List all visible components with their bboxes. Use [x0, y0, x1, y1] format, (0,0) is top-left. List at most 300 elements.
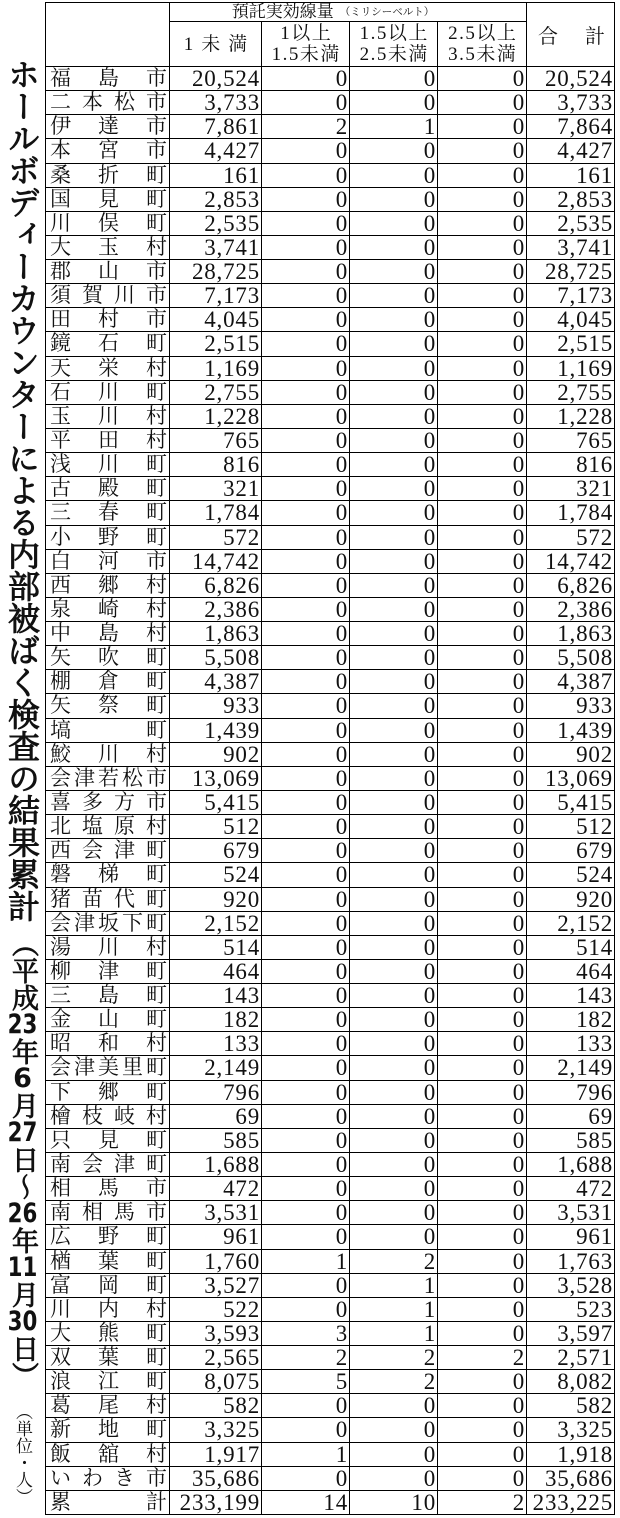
dose-1-to-1-5-cell: 0	[262, 912, 350, 936]
dose-under-1-cell: 522	[170, 1298, 262, 1322]
municipality-name: 棚倉町	[46, 670, 170, 694]
row-total-cell: 2,386	[527, 598, 615, 622]
dose-under-1-cell: 20,524	[170, 67, 262, 91]
dose-2-5-to-3-5-cell: 0	[438, 767, 527, 791]
dose-1-5-to-2-5-cell: 0	[350, 381, 438, 405]
row-total-cell: 572	[527, 526, 615, 550]
dose-under-1-cell: 765	[170, 429, 262, 453]
municipality-name: 泉崎村	[46, 598, 170, 622]
dose-1-to-1-5-cell: 0	[262, 719, 350, 743]
dose-under-1-cell: 3,325	[170, 1418, 262, 1442]
municipality-name: 須賀川市	[46, 284, 170, 308]
dose-under-1-cell: 933	[170, 694, 262, 718]
dose-1-to-1-5-cell: 0	[262, 1467, 350, 1491]
dose-under-1-cell: 679	[170, 839, 262, 863]
row-total-cell: 524	[527, 863, 615, 887]
municipality-name: 会津美里町	[46, 1056, 170, 1080]
municipality-name: 累計	[46, 1491, 170, 1515]
dose-2-5-to-3-5-cell: 0	[438, 694, 527, 718]
total-header	[527, 3, 615, 67]
dose-2-5-to-3-5-cell: 0	[438, 188, 527, 212]
row-total-cell: 961	[527, 1225, 615, 1249]
row-total-cell: 585	[527, 1129, 615, 1153]
row-total-cell: 143	[527, 984, 615, 1008]
dose-under-1-cell: 143	[170, 984, 262, 1008]
municipality-name: 小野町	[46, 526, 170, 550]
period-number: 11	[7, 1254, 38, 1281]
dose-1-to-1-5-cell: 0	[262, 164, 350, 188]
row-total-cell: 3,531	[527, 1201, 615, 1225]
dose-under-1-cell: 572	[170, 526, 262, 550]
dose-1-to-1-5-cell: 0	[262, 1081, 350, 1105]
dose-1-5-to-2-5-cell: 0	[350, 236, 438, 260]
municipality-name: 南会津町	[46, 1153, 170, 1177]
dose-1-to-1-5-cell: 0	[262, 453, 350, 477]
dose-2-5-to-3-5-cell: 0	[438, 477, 527, 501]
dose-under-1-cell: 3,593	[170, 1322, 262, 1346]
municipality-name: 双葉町	[46, 1346, 170, 1370]
row-total-cell: 765	[527, 429, 615, 453]
municipality-name: 田村市	[46, 308, 170, 332]
dose-1-5-to-2-5-header	[350, 22, 438, 67]
municipality-name: 檜枝岐村	[46, 1105, 170, 1129]
municipality-name: 只見町	[46, 1129, 170, 1153]
dose-1-to-1-5-cell: 0	[262, 67, 350, 91]
dose-1-5-to-2-5-cell: 0	[350, 574, 438, 598]
dose-2-5-to-3-5-cell: 0	[438, 1153, 527, 1177]
dose-1-5-to-2-5-cell: 0	[350, 912, 438, 936]
dose-2-5-to-3-5-cell: 0	[438, 960, 527, 984]
dose-1-5-to-2-5-cell: 0	[350, 67, 438, 91]
dose-1-to-1-5-cell: 0	[262, 984, 350, 1008]
municipality-name: 大熊町	[46, 1322, 170, 1346]
dose-2-5-to-3-5-cell: 0	[438, 1322, 527, 1346]
header-line: 2.5未満	[359, 44, 429, 65]
row-total-cell: 472	[527, 1177, 615, 1201]
row-total-cell: 582	[527, 1394, 615, 1418]
dose-under-1-cell: 816	[170, 453, 262, 477]
dose-2-5-to-3-5-cell: 0	[438, 429, 527, 453]
dose-under-1-cell: 514	[170, 936, 262, 960]
dose-1-5-to-2-5-cell: 0	[350, 694, 438, 718]
dose-under-1-cell: 585	[170, 1129, 262, 1153]
period-number: 26	[7, 1200, 38, 1227]
dose-under-1-cell: 1,228	[170, 405, 262, 429]
dose-2-5-to-3-5-cell: 0	[438, 1418, 527, 1442]
dose-2-5-to-3-5-cell: 0	[438, 526, 527, 550]
dose-1-5-to-2-5-cell: 0	[350, 1418, 438, 1442]
municipality-name: 浪江町	[46, 1370, 170, 1394]
dose-1-to-1-5-cell: 0	[262, 1418, 350, 1442]
dose-under-1-cell: 464	[170, 960, 262, 984]
municipality-name: 葛尾村	[46, 1394, 170, 1418]
dose-1-to-1-5-cell: 5	[262, 1370, 350, 1394]
row-total-cell: 2,152	[527, 912, 615, 936]
row-total-cell: 2,535	[527, 212, 615, 236]
dose-1-to-1-5-cell: 0	[262, 1177, 350, 1201]
dose-under-1-cell: 3,733	[170, 91, 262, 115]
dose-1-5-to-2-5-cell: 0	[350, 164, 438, 188]
row-total-cell: 1,228	[527, 405, 615, 429]
municipality-name: 川内村	[46, 1298, 170, 1322]
dose-1-to-1-5-cell: 0	[262, 284, 350, 308]
dose-1-to-1-5-cell: 0	[262, 501, 350, 525]
row-total-cell: 321	[527, 477, 615, 501]
dose-1-5-to-2-5-cell: 2	[350, 1250, 438, 1274]
dose-1-5-to-2-5-cell: 0	[350, 1201, 438, 1225]
municipality-name: 磐梯町	[46, 863, 170, 887]
dose-2-5-to-3-5-cell: 2	[438, 1346, 527, 1370]
dose-2-5-to-3-5-cell: 0	[438, 1081, 527, 1105]
dose-under-1-cell: 2,565	[170, 1346, 262, 1370]
dose-1-to-1-5-cell: 0	[262, 526, 350, 550]
dose-under-1-cell: 2,515	[170, 332, 262, 356]
municipality-name: 柳津町	[46, 960, 170, 984]
row-total-cell: 182	[527, 1008, 615, 1032]
dose-2-5-to-3-5-cell: 0	[438, 550, 527, 574]
dose-1-to-1-5-cell: 0	[262, 622, 350, 646]
dose-under-1-cell: 796	[170, 1081, 262, 1105]
municipality-name: 桑折町	[46, 164, 170, 188]
row-total-cell: 3,741	[527, 236, 615, 260]
row-total-cell: 8,082	[527, 1370, 615, 1394]
dose-1-to-1-5-cell: 0	[262, 91, 350, 115]
dose-1-to-1-5-cell: 0	[262, 1032, 350, 1056]
dose-1-to-1-5-cell: 0	[262, 888, 350, 912]
dose-label: 預託実効線量	[231, 3, 334, 22]
municipality-name: 猪苗代町	[46, 888, 170, 912]
row-total-cell: 2,515	[527, 332, 615, 356]
row-total-cell: 933	[527, 694, 615, 718]
total-header-label: 合計	[538, 24, 605, 48]
dose-under-1-cell: 1,784	[170, 501, 262, 525]
dose-under-1-cell: 1,917	[170, 1443, 262, 1467]
municipality-name: 本宮市	[46, 139, 170, 163]
municipality-name: 金山町	[46, 1008, 170, 1032]
dose-under-1-cell: 35,686	[170, 1467, 262, 1491]
dose-2-5-to-3-5-cell: 0	[438, 646, 527, 670]
dose-1-to-1-5-cell: 0	[262, 670, 350, 694]
dose-under-1-cell: 3,527	[170, 1274, 262, 1298]
dose-2-5-to-3-5-cell: 0	[438, 115, 527, 139]
municipality-name: 玉川村	[46, 405, 170, 429]
dose-2-5-to-3-5-cell: 0	[438, 1225, 527, 1249]
dose-2-5-to-3-5-cell: 0	[438, 1250, 527, 1274]
dose-2-5-to-3-5-cell: 0	[438, 67, 527, 91]
dose-2-5-to-3-5-cell: 0	[438, 332, 527, 356]
dose-under-1-cell: 161	[170, 164, 262, 188]
row-total-cell: 512	[527, 815, 615, 839]
row-total-cell: 464	[527, 960, 615, 984]
dose-2-5-to-3-5-cell: 0	[438, 1298, 527, 1322]
dose-2-5-to-3-5-cell: 0	[438, 1129, 527, 1153]
dose-1-5-to-2-5-cell: 0	[350, 984, 438, 1008]
period-number: 27	[7, 1119, 38, 1146]
dose-2-5-to-3-5-cell: 0	[438, 815, 527, 839]
municipality-name: 下郷町	[46, 1081, 170, 1105]
dose-1-5-to-2-5-cell: 0	[350, 863, 438, 887]
row-total-cell: 679	[527, 839, 615, 863]
dose-1-to-1-5-cell: 0	[262, 405, 350, 429]
dose-1-5-to-2-5-cell: 0	[350, 1177, 438, 1201]
row-total-cell: 161	[527, 164, 615, 188]
row-total-cell: 3,733	[527, 91, 615, 115]
dose-1-to-1-5-cell: 0	[262, 1225, 350, 1249]
dose-1-to-1-5-cell: 0	[262, 1105, 350, 1129]
row-total-cell: 3,325	[527, 1418, 615, 1442]
header-line: 2.5以上	[448, 23, 518, 44]
dose-1-5-to-2-5-cell: 0	[350, 888, 438, 912]
dose-group-header	[170, 3, 527, 22]
dose-1-5-to-2-5-cell: 0	[350, 622, 438, 646]
dose-under-1-cell: 1,439	[170, 719, 262, 743]
row-total-cell: 7,173	[527, 284, 615, 308]
dose-1-5-to-2-5-cell: 0	[350, 550, 438, 574]
dose-1-5-to-2-5-cell: 0	[350, 1129, 438, 1153]
dose-2-5-to-3-5-cell: 0	[438, 501, 527, 525]
dose-under-1-cell: 4,427	[170, 139, 262, 163]
dose-under-1-cell: 2,152	[170, 912, 262, 936]
municipality-name: 塙町	[46, 719, 170, 743]
dose-under-1-cell: 1,169	[170, 357, 262, 381]
dose-2-5-to-3-5-cell: 0	[438, 574, 527, 598]
dose-1-to-1-5-cell: 14	[262, 1491, 350, 1515]
dose-1-to-1-5-cell: 0	[262, 1129, 350, 1153]
municipality-name: 伊達市	[46, 115, 170, 139]
municipality-name: 湯川村	[46, 936, 170, 960]
row-total-cell: 69	[527, 1105, 615, 1129]
dose-under-1-cell: 13,069	[170, 767, 262, 791]
dose-1-5-to-2-5-cell: 0	[350, 670, 438, 694]
municipality-name: 矢吹町	[46, 646, 170, 670]
row-total-cell: 28,725	[527, 260, 615, 284]
dose-1-5-to-2-5-cell: 1	[350, 1298, 438, 1322]
dose-1-5-to-2-5-cell: 0	[350, 1394, 438, 1418]
dose-2-5-to-3-5-cell: 0	[438, 912, 527, 936]
dose-1-to-1-5-cell: 0	[262, 694, 350, 718]
municipality-name: 富岡町	[46, 1274, 170, 1298]
dose-2-5-to-3-5-cell: 0	[438, 1032, 527, 1056]
municipality-name: 南相馬市	[46, 1201, 170, 1225]
header-line: 1未満	[183, 33, 256, 55]
row-total-cell: 816	[527, 453, 615, 477]
dose-under-1-cell: 2,149	[170, 1056, 262, 1080]
row-total-cell: 1,763	[527, 1250, 615, 1274]
header-line: 3.5未満	[448, 44, 518, 65]
dose-1-to-1-5-cell: 0	[262, 188, 350, 212]
row-total-cell: 514	[527, 936, 615, 960]
dose-2-5-to-3-5-cell: 0	[438, 888, 527, 912]
row-total-cell: 133	[527, 1032, 615, 1056]
row-total-cell: 20,524	[527, 67, 615, 91]
dose-1-to-1-5-cell: 0	[262, 332, 350, 356]
row-total-cell: 5,415	[527, 791, 615, 815]
dose-1-5-to-2-5-cell: 0	[350, 839, 438, 863]
municipality-name: 福島市	[46, 67, 170, 91]
dose-2-5-to-3-5-cell: 0	[438, 936, 527, 960]
municipality-name: 石川町	[46, 381, 170, 405]
dose-1-to-1-5-cell: 0	[262, 308, 350, 332]
dose-1-to-1-5-cell: 0	[262, 212, 350, 236]
row-total-cell: 6,826	[527, 574, 615, 598]
municipality-name: 平田村	[46, 429, 170, 453]
municipality-name: 大玉村	[46, 236, 170, 260]
dose-1-5-to-2-5-cell: 2	[350, 1370, 438, 1394]
header-line: 1以上	[280, 23, 333, 44]
dose-2-5-to-3-5-cell: 0	[438, 453, 527, 477]
dose-1-5-to-2-5-cell: 0	[350, 526, 438, 550]
dose-under-1-cell: 3,531	[170, 1201, 262, 1225]
dose-under-1-cell: 1,760	[170, 1250, 262, 1274]
dose-under-1-cell: 582	[170, 1394, 262, 1418]
dose-under-1-cell: 133	[170, 1032, 262, 1056]
row-total-cell: 1,784	[527, 501, 615, 525]
municipality-name: 二本松市	[46, 91, 170, 115]
row-total-cell: 796	[527, 1081, 615, 1105]
municipality-name: 会津坂下町	[46, 912, 170, 936]
row-total-cell: 523	[527, 1298, 615, 1322]
dose-1-to-1-5-cell: 0	[262, 550, 350, 574]
row-total-cell: 2,853	[527, 188, 615, 212]
dose-1-5-to-2-5-cell: 1	[350, 115, 438, 139]
row-total-cell: 4,427	[527, 139, 615, 163]
dose-2-5-to-3-5-cell: 0	[438, 1056, 527, 1080]
municipality-name: 白河市	[46, 550, 170, 574]
row-total-cell: 1,169	[527, 357, 615, 381]
row-total-cell: 13,069	[527, 767, 615, 791]
dose-1-to-1-5-cell: 0	[262, 381, 350, 405]
row-total-cell: 2,149	[527, 1056, 615, 1080]
municipality-name: 会津若松市	[46, 767, 170, 791]
row-total-cell: 4,045	[527, 308, 615, 332]
dose-1-5-to-2-5-cell: 0	[350, 429, 438, 453]
dose-1-to-1-5-cell: 0	[262, 477, 350, 501]
unit-text: （単位・人）	[12, 1403, 32, 1505]
dose-1-to-1-5-cell: 0	[262, 791, 350, 815]
dose-under-1-cell: 7,861	[170, 115, 262, 139]
period-number: 6	[13, 1065, 32, 1092]
municipality-name: 広野町	[46, 1225, 170, 1249]
municipality-name: 楢葉町	[46, 1250, 170, 1274]
dose-1-5-to-2-5-cell: 0	[350, 139, 438, 163]
dose-2-5-to-3-5-cell: 0	[438, 1443, 527, 1467]
dose-under-1-cell: 524	[170, 863, 262, 887]
municipality-name: いわき市	[46, 1467, 170, 1491]
municipality-name: 矢祭町	[46, 694, 170, 718]
dose-under-1-header	[170, 22, 262, 67]
municipality-name: 相馬市	[46, 1177, 170, 1201]
dose-1-5-to-2-5-cell: 0	[350, 1153, 438, 1177]
dose-under-1-cell: 321	[170, 477, 262, 501]
dose-1-to-1-5-cell: 0	[262, 839, 350, 863]
dose-under-1-cell: 2,386	[170, 598, 262, 622]
dose-under-1-cell: 233,199	[170, 1491, 262, 1515]
dose-1-5-to-2-5-cell: 0	[350, 936, 438, 960]
dose-2-5-to-3-5-cell: 0	[438, 598, 527, 622]
dose-unit: （ミリシーベルト）	[339, 6, 435, 18]
row-total-cell: 4,387	[527, 670, 615, 694]
dose-1-5-to-2-5-cell: 0	[350, 91, 438, 115]
dose-1-5-to-2-5-cell: 0	[350, 767, 438, 791]
title-text: ホールボディーカウンターによる内部被ばく検査の結果累計	[3, 58, 41, 922]
dose-under-1-cell: 28,725	[170, 260, 262, 284]
dose-1-5-to-2-5-cell: 0	[350, 598, 438, 622]
dose-2-5-to-3-5-cell: 0	[438, 622, 527, 646]
dose-2-5-to-3-5-cell: 0	[438, 284, 527, 308]
dose-1-5-to-2-5-cell: 0	[350, 1056, 438, 1080]
dose-1-5-to-2-5-cell: 0	[350, 791, 438, 815]
dose-2-5-to-3-5-cell: 0	[438, 984, 527, 1008]
municipality-header	[46, 3, 170, 67]
dose-1-to-1-5-cell: 0	[262, 1153, 350, 1177]
period-number: 23	[7, 1011, 38, 1038]
municipality-name: 西郷村	[46, 574, 170, 598]
row-total-cell: 2,755	[527, 381, 615, 405]
dose-2-5-to-3-5-cell: 0	[438, 357, 527, 381]
dose-2-5-to-3-5-cell: 0	[438, 139, 527, 163]
dose-1-to-1-5-cell: 0	[262, 260, 350, 284]
row-total-cell: 5,508	[527, 646, 615, 670]
dose-under-1-cell: 2,755	[170, 381, 262, 405]
dose-1-to-1-5-cell: 0	[262, 1056, 350, 1080]
dose-under-1-cell: 182	[170, 1008, 262, 1032]
dose-1-to-1-5-cell: 0	[262, 960, 350, 984]
dose-1-5-to-2-5-cell: 10	[350, 1491, 438, 1515]
dose-1-to-1-5-cell: 2	[262, 1346, 350, 1370]
dose-1-5-to-2-5-cell: 0	[350, 308, 438, 332]
dose-under-1-cell: 902	[170, 743, 262, 767]
header-line: 1.5未満	[271, 44, 341, 65]
dose-2-5-to-3-5-cell: 0	[438, 1370, 527, 1394]
row-total-cell: 1,863	[527, 622, 615, 646]
dose-2-5-to-3-5-cell: 0	[438, 381, 527, 405]
dose-under-1-cell: 8,075	[170, 1370, 262, 1394]
header-line: 1.5以上	[359, 23, 429, 44]
row-total-cell: 1,688	[527, 1153, 615, 1177]
dose-1-5-to-2-5-cell: 1	[350, 1322, 438, 1346]
municipality-name: 浅川町	[46, 453, 170, 477]
dose-1-5-to-2-5-cell: 0	[350, 501, 438, 525]
municipality-name: 北塩原村	[46, 815, 170, 839]
dose-1-5-to-2-5-cell: 0	[350, 719, 438, 743]
dose-1-to-1-5-cell: 0	[262, 598, 350, 622]
dose-2-5-to-3-5-cell: 2	[438, 1491, 527, 1515]
municipality-name: 昭和村	[46, 1032, 170, 1056]
dose-under-1-cell: 961	[170, 1225, 262, 1249]
dose-under-1-cell: 472	[170, 1177, 262, 1201]
dose-under-1-cell: 7,173	[170, 284, 262, 308]
dose-1-to-1-5-cell: 1	[262, 1443, 350, 1467]
municipality-name: 中島村	[46, 622, 170, 646]
dose-under-1-cell: 512	[170, 815, 262, 839]
period-number: 30	[7, 1308, 38, 1335]
dose-1-to-1-5-cell: 0	[262, 236, 350, 260]
dose-1-to-1-5-cell: 0	[262, 357, 350, 381]
dose-under-1-cell: 2,535	[170, 212, 262, 236]
dose-under-1-cell: 3,741	[170, 236, 262, 260]
municipality-name: 鮫川村	[46, 743, 170, 767]
dose-1-to-1-5-cell: 0	[262, 1008, 350, 1032]
dose-under-1-cell: 920	[170, 888, 262, 912]
dose-2-5-to-3-5-cell: 0	[438, 719, 527, 743]
municipality-name: 喜多方市	[46, 791, 170, 815]
dose-1-to-1-5-cell: 3	[262, 1322, 350, 1346]
dose-2-5-to-3-5-cell: 0	[438, 236, 527, 260]
results-table	[45, 2, 615, 1515]
dose-1-to-1-5-header	[262, 22, 350, 67]
municipality-name: 西会津町	[46, 839, 170, 863]
dose-2-5-to-3-5-cell: 0	[438, 743, 527, 767]
